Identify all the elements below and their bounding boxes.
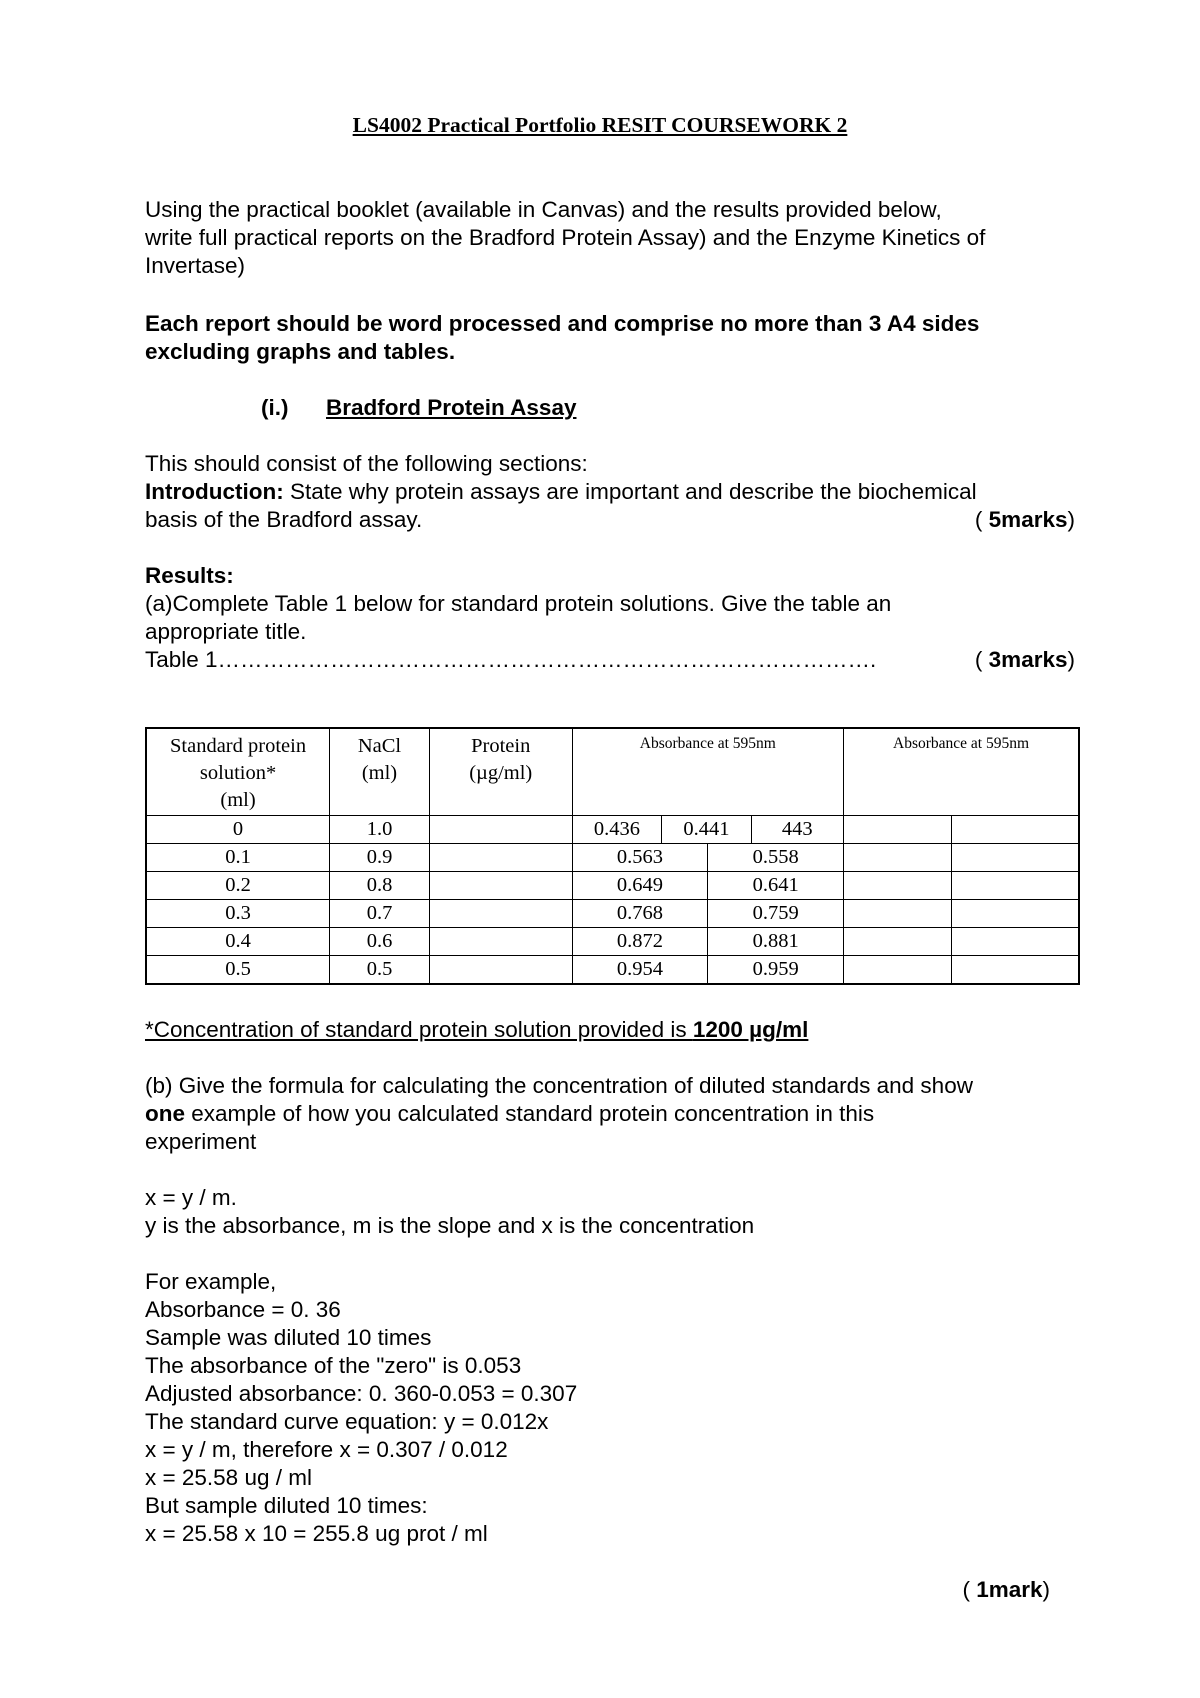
cell-absorbance-2-group (844, 816, 1079, 844)
cell-protein (429, 844, 572, 872)
part-b-line: example of how you calculated standard protein concentration in this (185, 1101, 875, 1126)
cell-absorbance-2-group (844, 956, 1079, 985)
introduction-marks: ( 5marks) (974, 507, 1075, 532)
intro-paragraph (145, 196, 1065, 280)
cell-absorbance: 0.563 (573, 844, 708, 871)
cell-absorbance-group (572, 900, 843, 928)
cell-protein (429, 956, 572, 985)
cell-nacl: 0.5 (330, 956, 430, 985)
cell-absorbance: 0.649 (573, 872, 708, 899)
cell-empty (952, 928, 1078, 955)
formula-block (145, 1184, 1065, 1240)
results-block (145, 562, 1075, 674)
table-header-row (146, 728, 1079, 816)
cell-standard: 0.2 (146, 872, 330, 900)
example-line: The standard curve equation: y = 0.012x (145, 1409, 549, 1434)
example-block (145, 1268, 1065, 1548)
part-b (145, 1072, 1065, 1156)
cell-empty (844, 900, 952, 927)
example-line: The absorbance of the "zero" is 0.053 (145, 1353, 522, 1378)
cell-absorbance: 0.436 (573, 816, 662, 843)
footnote (145, 1016, 1065, 1044)
cell-protein (429, 900, 572, 928)
section-heading (261, 394, 761, 422)
cell-nacl: 0.9 (330, 844, 430, 872)
cell-empty (952, 900, 1078, 927)
cell-absorbance: 0.441 (662, 816, 751, 843)
header-nacl: NaCl (ml) (330, 728, 430, 816)
header-absorbance-2: Absorbance at 595nm (844, 728, 1079, 816)
cell-absorbance-2-group (844, 900, 1079, 928)
part-b-line: (b) Give the formula for calculating the concentration of diluted standards and show (145, 1073, 973, 1098)
cell-empty (844, 844, 952, 871)
section-number: (i.) (261, 395, 289, 420)
cell-protein (429, 816, 572, 844)
cell-empty (952, 816, 1078, 843)
results-marks: ( 3marks) (974, 647, 1075, 672)
cell-absorbance-group (572, 816, 843, 844)
formula-line: y is the absorbance, m is the slope and x is the concentration (145, 1213, 755, 1238)
cell-empty (952, 956, 1078, 983)
cell-absorbance: 0.641 (752, 874, 799, 896)
cell-empty (844, 956, 952, 983)
cell-empty (844, 872, 952, 899)
formula-line: x = y / m. (145, 1185, 237, 1210)
cell-nacl: 0.7 (330, 900, 430, 928)
results-line: (a)Complete Table 1 below for standard protein solutions. Give the table an (145, 591, 892, 616)
cell-empty (952, 844, 1078, 871)
table-row (146, 816, 1079, 844)
header-absorbance: Absorbance at 595nm (572, 728, 843, 816)
cell-absorbance: 0.872 (573, 928, 708, 955)
section-title: Bradford Protein Assay (326, 395, 577, 420)
instruction-line: excluding graphs and tables. (145, 339, 456, 364)
table-row (146, 872, 1079, 900)
footnote-text: *Concentration of standard protein solution provided is (145, 1017, 693, 1042)
instruction-line: Each report should be word processed and comprise no more than 3 A4 sides (145, 311, 980, 336)
instruction-paragraph (145, 310, 1065, 366)
sections-intro-line: This should consist of the following sections: (145, 451, 588, 476)
cell-absorbance: 0.558 (752, 846, 799, 868)
cell-absorbance-group (572, 844, 843, 872)
example-line: For example, (145, 1269, 277, 1294)
footnote-value: 1200 µg/ml (692, 1017, 809, 1042)
cell-absorbance: 0.954 (573, 956, 708, 983)
introduction-text: basis of the Bradford assay. (145, 507, 423, 532)
cell-absorbance: 443 (781, 818, 813, 840)
cell-absorbance-2-group (844, 844, 1079, 872)
table-row (146, 844, 1079, 872)
example-line: x = 25.58 x 10 = 255.8 ug prot / ml (145, 1521, 488, 1546)
example-line: But sample diluted 10 times: (145, 1493, 428, 1518)
cell-empty (844, 928, 952, 955)
introduction-label: Introduction: (145, 479, 284, 504)
table-row (146, 956, 1079, 985)
cell-standard: 0.5 (146, 956, 330, 985)
intro-line: Using the practical booklet (available in Canvas) and the results provided below, (145, 197, 942, 222)
cell-standard: 0.4 (146, 928, 330, 956)
intro-line: Invertase) (145, 253, 246, 278)
cell-absorbance: 0.881 (752, 930, 799, 952)
header-standard-protein: Standard protein solution* (ml) (146, 728, 330, 816)
absorbance-table (145, 727, 1080, 985)
cell-empty (844, 816, 952, 843)
cell-protein (429, 872, 572, 900)
intro-line: write full practical reports on the Bradford Protein Assay) and the Enzyme Kinetics of (145, 225, 986, 250)
table-caption-line: Table 1……………………………………………………………………………. (145, 647, 877, 672)
table-row (146, 928, 1079, 956)
cell-absorbance-2-group (844, 872, 1079, 900)
table-row (146, 900, 1079, 928)
header-protein: Protein (µg/ml) (429, 728, 572, 816)
example-line: Adjusted absorbance: 0. 360-0.053 = 0.307 (145, 1381, 578, 1406)
cell-nacl: 1.0 (330, 816, 430, 844)
introduction-block (145, 478, 1075, 534)
cell-nacl: 0.8 (330, 872, 430, 900)
cell-absorbance-group (572, 956, 843, 985)
introduction-text: State why protein assays are important and describe the biochemical (283, 479, 977, 504)
cell-absorbance-2-group (844, 928, 1079, 956)
cell-absorbance-group (572, 928, 843, 956)
final-marks: ( 1mark) (962, 1577, 1050, 1602)
sections-intro (145, 450, 1065, 478)
cell-standard: 0.3 (146, 900, 330, 928)
cell-standard: 0.1 (146, 844, 330, 872)
part-b-bold: one (145, 1101, 186, 1126)
results-label: Results: (145, 563, 234, 588)
example-line: x = y / m, therefore x = 0.307 / 0.012 (145, 1437, 508, 1462)
example-line: x = 25.58 ug / ml (145, 1465, 312, 1490)
cell-protein (429, 928, 572, 956)
page-title: LS4002 Practical Portfolio RESIT COURSEWORK 2 (352, 113, 848, 137)
cell-absorbance: 0.959 (752, 958, 799, 980)
results-line: appropriate title. (145, 619, 307, 644)
example-line: Absorbance = 0. 36 (145, 1297, 341, 1322)
cell-absorbance: 0.759 (752, 902, 799, 924)
cell-nacl: 0.6 (330, 928, 430, 956)
cell-absorbance: 0.768 (573, 900, 708, 927)
cell-standard: 0 (146, 816, 330, 844)
example-line: Sample was diluted 10 times (145, 1325, 432, 1350)
part-b-line: experiment (145, 1129, 257, 1154)
cell-empty (952, 872, 1078, 899)
cell-absorbance-group (572, 872, 843, 900)
